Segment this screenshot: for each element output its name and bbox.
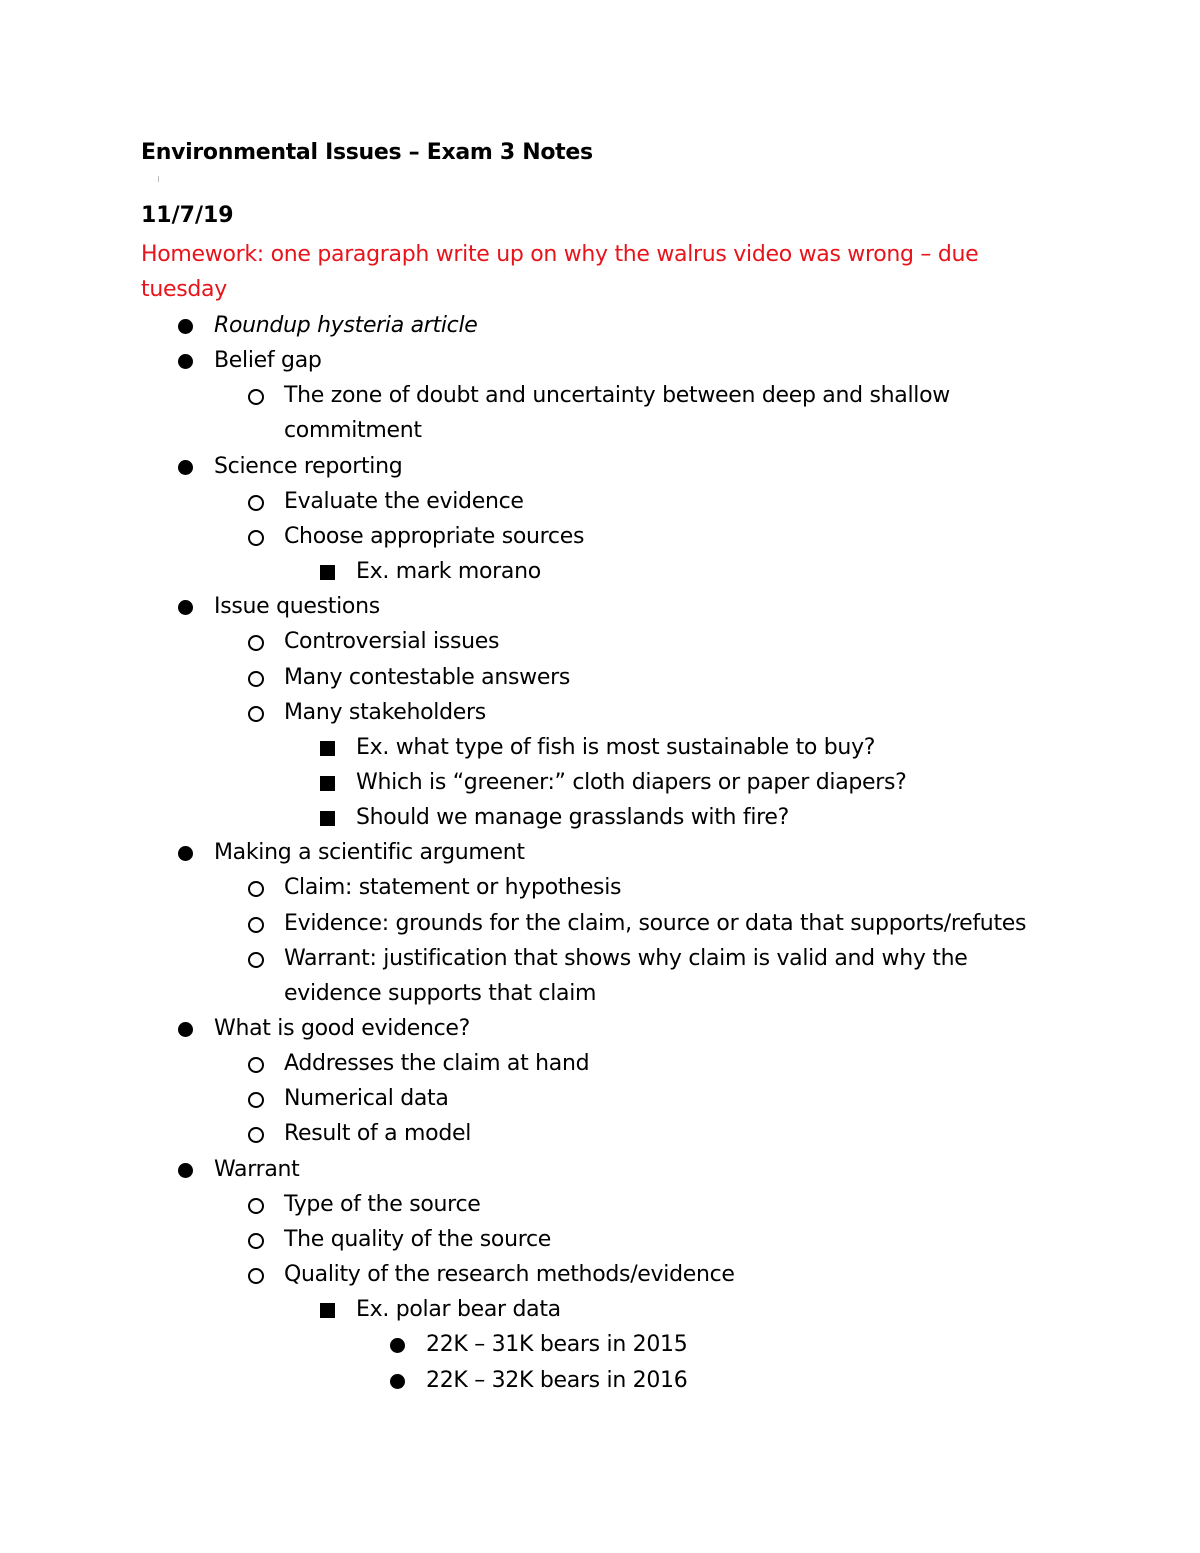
bullet-circle-icon <box>248 1268 264 1284</box>
outline-item-text: Result of a model <box>284 1121 472 1146</box>
bullet-circle-icon <box>248 495 264 511</box>
outline-item-text: Numerical data <box>284 1086 449 1111</box>
outline-item-text: Many stakeholders <box>284 700 486 725</box>
bullet-disc-icon <box>390 1338 405 1353</box>
outline-item-text: 22K – 31K bears in 2015 <box>426 1332 688 1357</box>
bullet-circle-icon <box>248 1092 264 1108</box>
bullet-circle-icon <box>248 917 264 933</box>
bullet-disc-icon <box>178 600 193 615</box>
homework-note: Homework: one paragraph write up on why the walrus video was wrong – due tuesday <box>141 242 979 302</box>
outline-item-text: commitment <box>284 418 422 443</box>
bullet-circle-icon <box>248 1127 264 1143</box>
outline-item-text: Ex. polar bear data <box>356 1297 561 1322</box>
bullet-circle-icon <box>248 1057 264 1073</box>
outline-item-text: Ex. mark morano <box>356 559 541 584</box>
outline-item-text: The zone of doubt and uncertainty between deep and shallow <box>284 383 950 408</box>
outline-item-text: Evaluate the evidence <box>284 489 524 514</box>
outline-item-text: Making a scientific argument <box>214 840 525 865</box>
bullet-square-icon <box>320 776 335 791</box>
bullet-disc-icon <box>178 1022 193 1037</box>
outline-item-text: Type of the source <box>284 1192 481 1217</box>
ruler-tick <box>158 176 159 182</box>
bullet-square-icon <box>320 811 335 826</box>
bullet-circle-icon <box>248 881 264 897</box>
bullet-disc-icon <box>178 460 193 475</box>
outline-item-text: Choose appropriate sources <box>284 524 585 549</box>
bullet-circle-icon <box>248 706 264 722</box>
bullet-circle-icon <box>248 530 264 546</box>
bullet-circle-icon <box>248 1198 264 1214</box>
outline-item-text: 22K – 32K bears in 2016 <box>426 1368 688 1393</box>
note-date: 11/7/19 <box>141 203 234 228</box>
outline-item-text: Should we manage grasslands with fire? <box>356 805 790 830</box>
outline-item-text: Quality of the research methods/evidence <box>284 1262 735 1287</box>
bullet-disc-icon <box>390 1374 405 1389</box>
bullet-square-icon <box>320 565 335 580</box>
outline-item-text: Addresses the claim at hand <box>284 1051 590 1076</box>
outline-item-text: Warrant <box>214 1157 300 1182</box>
outline-item-text: Controversial issues <box>284 629 500 654</box>
outline-item-text: Which is “greener:” cloth diapers or paper diapers? <box>356 770 907 795</box>
bullet-square-icon <box>320 1303 335 1318</box>
bullet-disc-icon <box>178 354 193 369</box>
outline-item-text: Evidence: grounds for the claim, source or data that supports/refutes <box>284 911 1027 936</box>
outline-item-text: Ex. what type of fish is most sustainable to buy? <box>356 735 876 760</box>
bullet-disc-icon <box>178 319 193 334</box>
document-title: Environmental Issues – Exam 3 Notes <box>141 140 593 165</box>
bullet-circle-icon <box>248 635 264 651</box>
bullet-circle-icon <box>248 671 264 687</box>
bullet-square-icon <box>320 741 335 756</box>
outline-item-text: Roundup hysteria article <box>214 313 478 338</box>
bullet-circle-icon <box>248 389 264 405</box>
outline-item-text: Many contestable answers <box>284 665 570 690</box>
outline-item-text: Warrant: justification that shows why claim is valid and why the <box>284 946 968 971</box>
bullet-circle-icon <box>248 952 264 968</box>
bullet-circle-icon <box>248 1233 264 1249</box>
outline-item-text: Issue questions <box>214 594 380 619</box>
outline-item-text: Belief gap <box>214 348 322 373</box>
outline-item-text: evidence supports that claim <box>284 981 597 1006</box>
outline-item-text: What is good evidence? <box>214 1016 471 1041</box>
outline-item-text: Claim: statement or hypothesis <box>284 875 622 900</box>
bullet-disc-icon <box>178 1163 193 1178</box>
bullet-disc-icon <box>178 846 193 861</box>
outline-item-text: The quality of the source <box>284 1227 552 1252</box>
outline-item-text: Science reporting <box>214 454 403 479</box>
